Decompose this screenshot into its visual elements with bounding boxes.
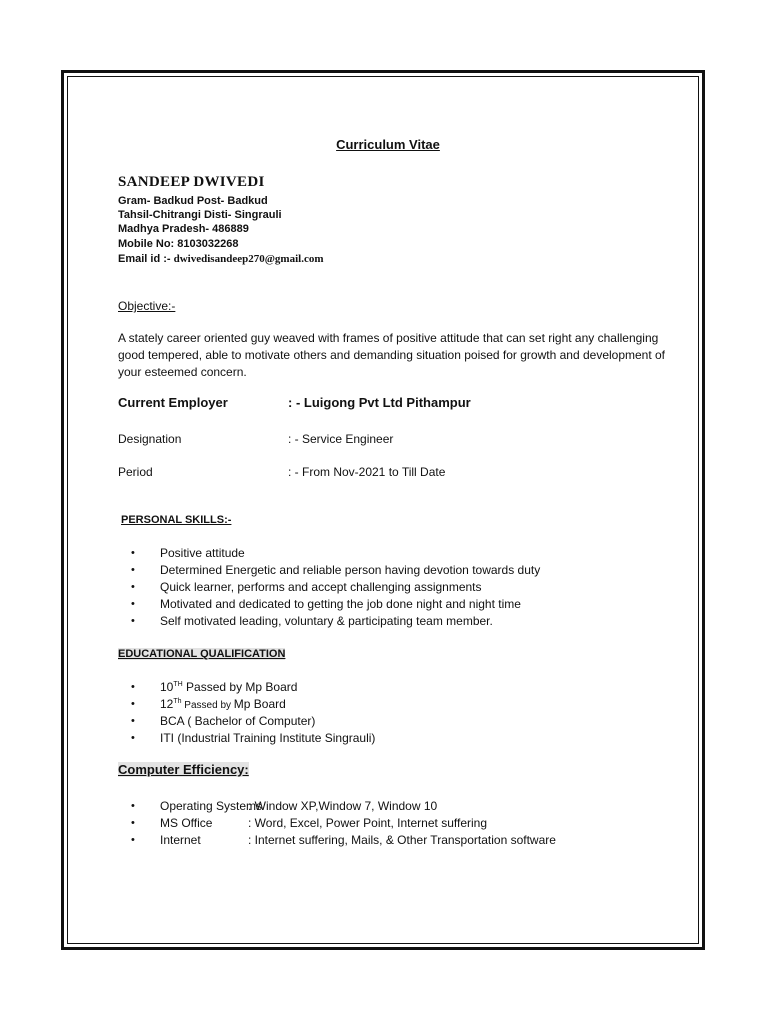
list-item: • Motivated and dedicated to getting the job done night and night time — [131, 597, 521, 611]
list-item: • Determined Energetic and reliable person having devotion towards duty — [131, 563, 541, 577]
bullet-icon: • — [131, 732, 135, 744]
list-item: • 12Th Passed by Mp Board — [131, 697, 286, 711]
list-item: • Positive attitude — [131, 546, 245, 560]
personal-skills-list — [118, 545, 540, 630]
candidate-name: SANDEEP DWIVEDI — [118, 174, 265, 190]
bullet-icon: • — [131, 615, 135, 627]
personal-skills-heading: PERSONAL SKILLS:- — [121, 514, 232, 526]
objective-heading: Objective:- — [118, 299, 176, 313]
bullet-icon: • — [131, 547, 135, 559]
bullet-icon: • — [131, 681, 135, 693]
current-employer-label: Current Employer — [118, 395, 228, 410]
document-title: Curriculum Vitae — [336, 137, 440, 152]
list-item: • Quick learner, performs and accept challenging assignments — [131, 580, 482, 594]
designation-value: : - Service Engineer — [288, 432, 394, 446]
education-heading: EDUCATIONAL QUALIFICATION — [118, 648, 286, 660]
list-item: • Internet : Internet suffering, Mails, & Other Transportation software — [131, 833, 556, 847]
bullet-icon: • — [131, 698, 135, 710]
current-employer-value: : - Luigong Pvt Ltd Pithampur — [288, 395, 471, 410]
email-label: Email id :- — [118, 253, 171, 265]
bullet-icon: • — [131, 800, 135, 812]
designation-label: Designation — [118, 432, 182, 446]
list-item: • BCA ( Bachelor of Computer) — [131, 714, 316, 728]
email-line — [118, 252, 324, 266]
bullet-icon: • — [131, 598, 135, 610]
list-item: • 10TH Passed by Mp Board — [131, 680, 298, 694]
list-item: • ITI (Industrial Training Institute Singrauli) — [131, 731, 376, 745]
email-address: dwivedisandeep270@gmail.com — [173, 253, 324, 265]
list-item: • MS Office : Word, Excel, Power Point, Internet suffering — [131, 816, 488, 830]
list-item: • Operating Systems : Window XP,Window 7, Window 10 — [131, 799, 438, 813]
mobile-number: Mobile No: 8103032268 — [118, 238, 239, 250]
address-line-2: Tahsil-Chitrangi Disti- Singrauli — [118, 209, 282, 221]
bullet-icon: • — [131, 581, 135, 593]
bullet-icon: • — [131, 564, 135, 576]
bullet-icon: • — [131, 834, 135, 846]
period-value: : - From Nov-2021 to Till Date — [288, 465, 446, 479]
bullet-icon: • — [131, 817, 135, 829]
bullet-icon: • — [131, 715, 135, 727]
computer-efficiency-heading: Computer Efficiency: — [118, 762, 249, 777]
objective-text: A stately career oriented guy weaved with frames of positive attitude that can set right any challenging good tempered, able to motivate others and demanding situation poised for growth and development of your esteemed concern. — [118, 331, 666, 379]
computer-efficiency-list — [118, 798, 556, 849]
period-label: Period — [118, 465, 153, 479]
list-item: • Self motivated leading, voluntary & participating team member. — [131, 614, 493, 628]
education-list — [118, 679, 375, 747]
address-line-1: Gram- Badkud Post- Badkud — [118, 195, 268, 207]
address-line-3: Madhya Pradesh- 486889 — [118, 223, 249, 235]
